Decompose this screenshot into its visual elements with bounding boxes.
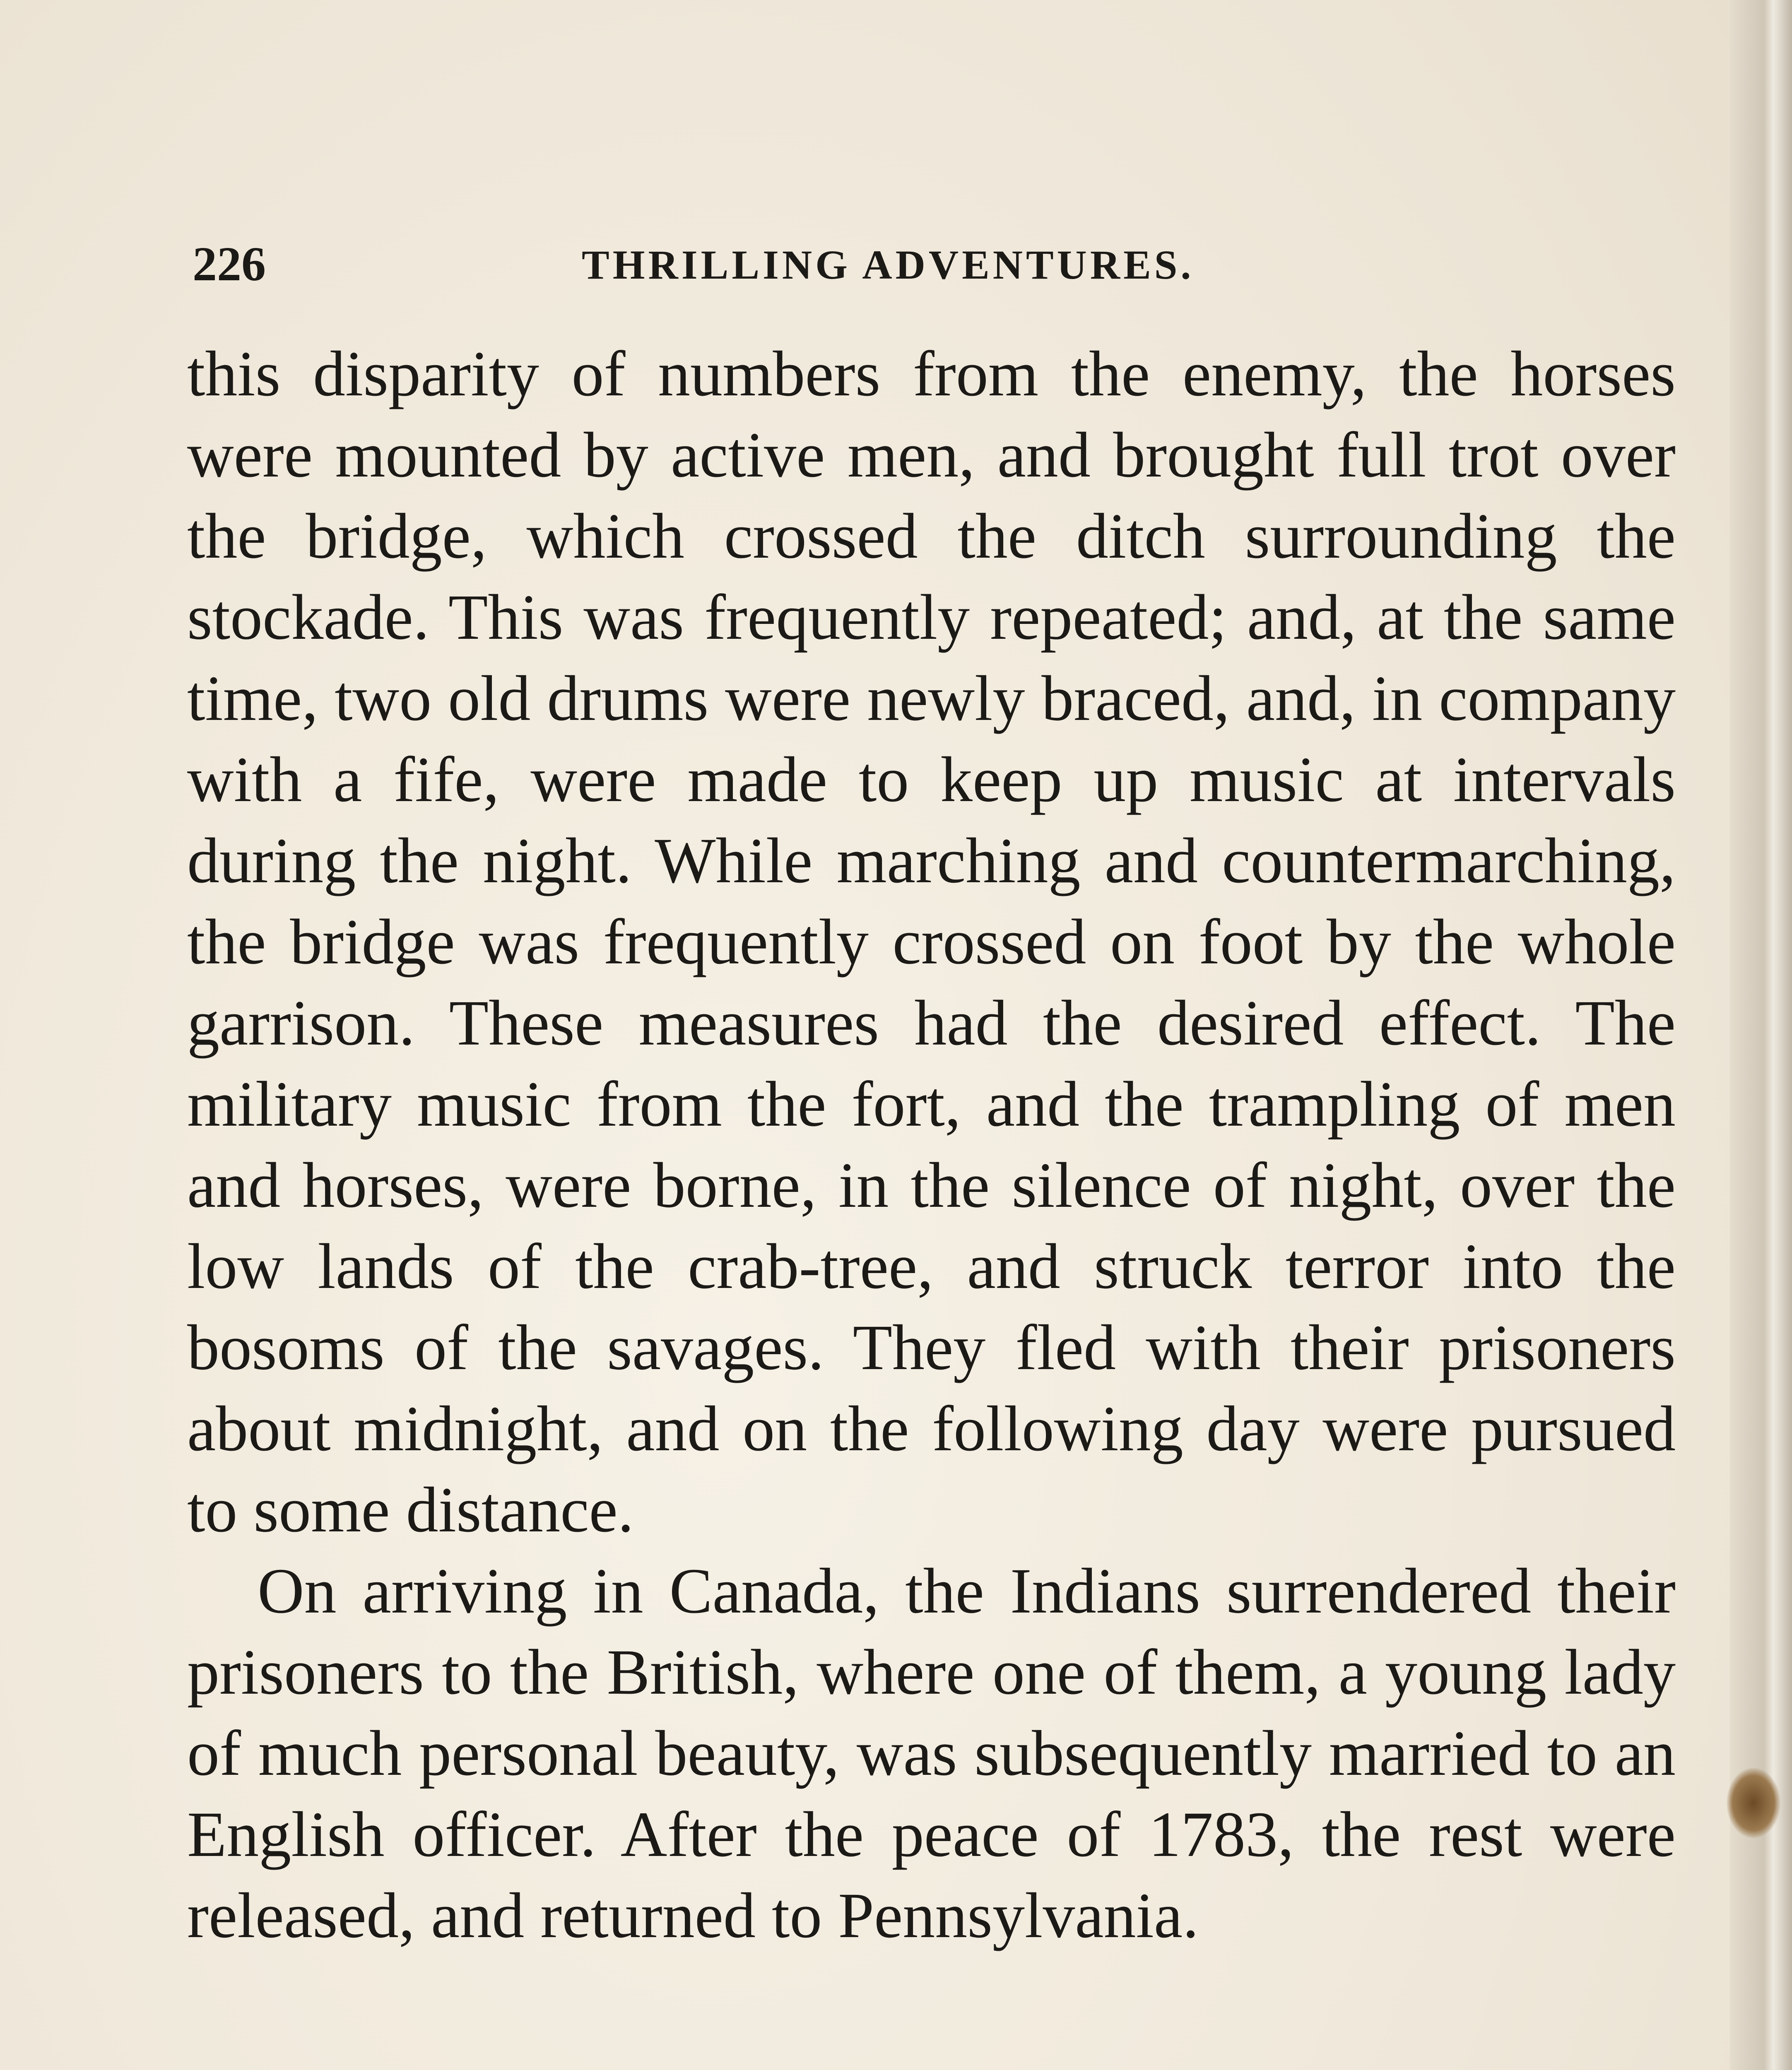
page-header bbox=[188, 236, 1675, 306]
stain-mark bbox=[1727, 1768, 1780, 1838]
body-text bbox=[187, 333, 1676, 1956]
page-edge bbox=[1730, 0, 1792, 2070]
paragraph: this disparity of numbers from the enemy, the horses were mounted by active men, and brought full trot over the bridge, which crossed the ditch surrounding the stockade. This was frequently repeated; and, at the same time, two old drums were newly braced, and, in company with a fife, were made to keep up music at intervals during the night. While marching and countermarching, the bridge was frequently crossed on foot by the whole garrison. These measures had the desired effect. The military music from the fort, and the trampling of men and horses, were borne, in the silence of night, over the low lands of the crab-tree, and struck terror into the bosoms of the savages. They fled with their prisoners about midnight, and on the following day were pursued to some distance. bbox=[187, 338, 1676, 1545]
running-title: THRILLING ADVENTURES. bbox=[582, 242, 1195, 288]
page-number: 226 bbox=[193, 237, 266, 291]
paragraph: On arriving in Canada, the Indians surrendered their prisoners to the British, where one of them, a young lady of much personal beauty, was subsequently married to an English officer. After the peace of 1783, the rest were released, and returned to Pennsylvania. bbox=[187, 1555, 1676, 1951]
